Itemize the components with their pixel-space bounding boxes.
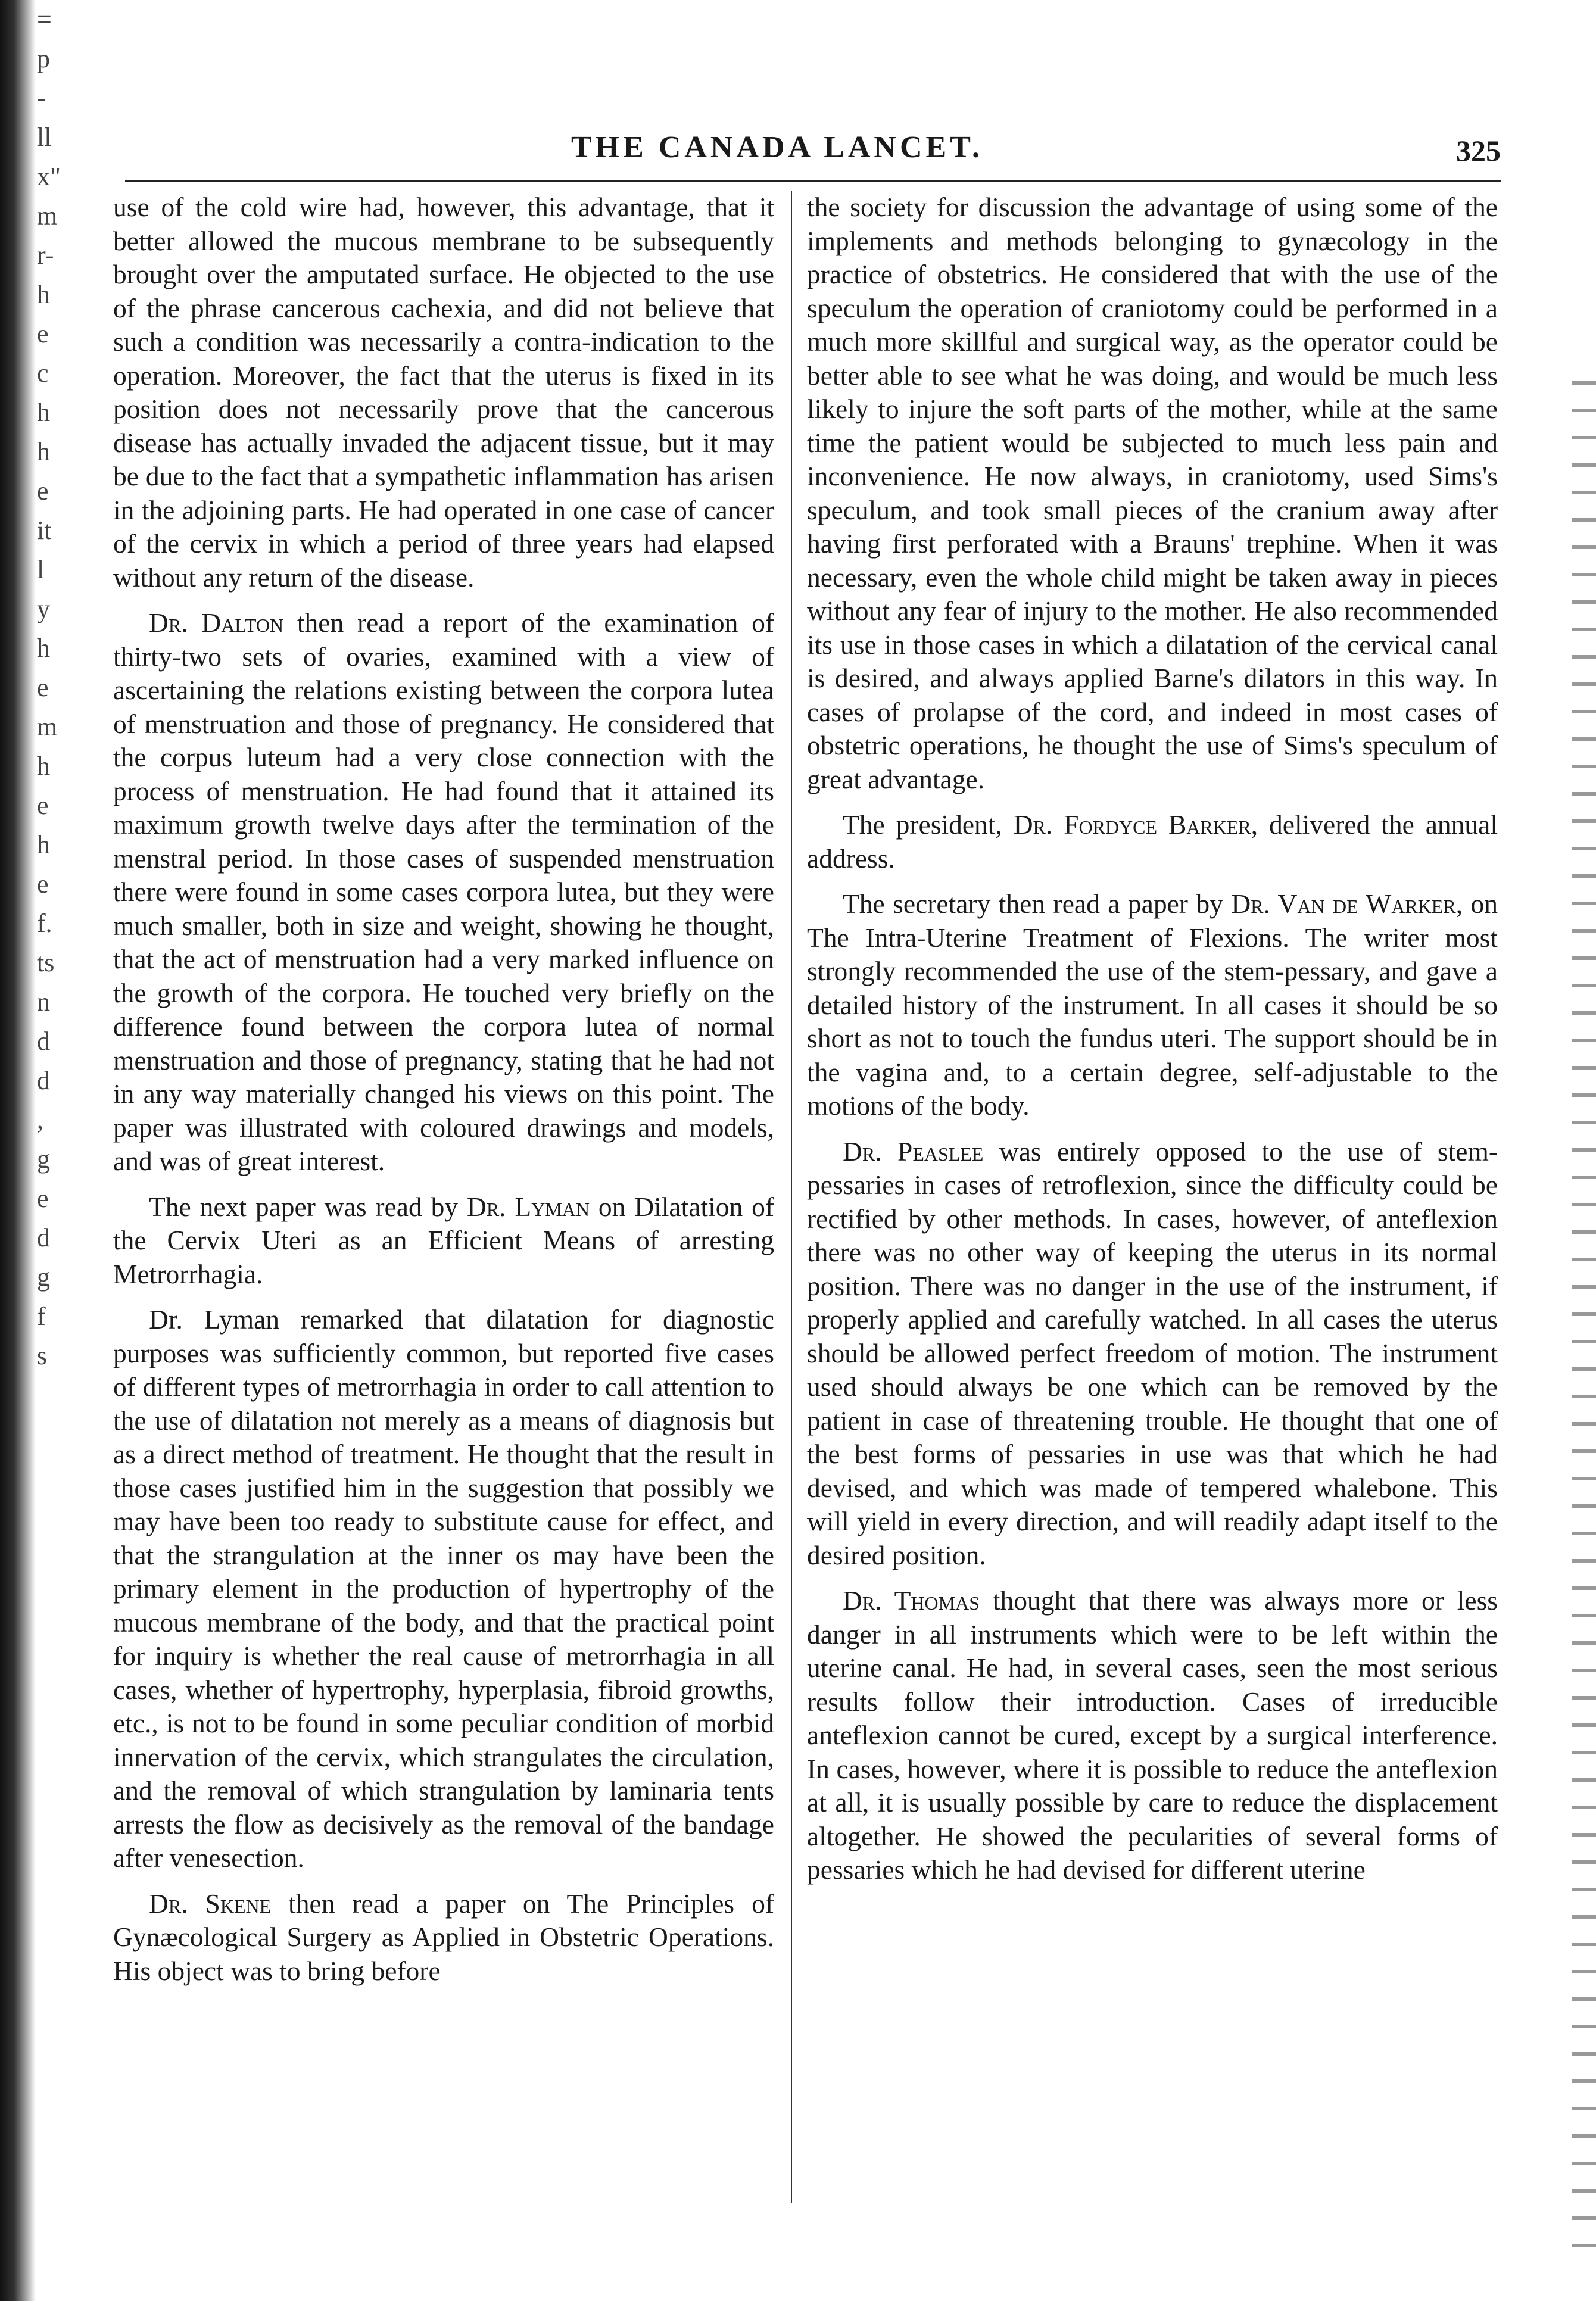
paragraph: use of the cold wire had, however, this advantage, that it better allowed the mucous membrane to be subsequently brought over the amputated surface. He objected to the use of the phrase cancerous cachexia, and did not believe that such a condition was necessarily a contra-indication to the operation. Moreover, the fact that the uterus is fixed in its position does not necessarily prove that the cancerous disease has actually invaded the adjacent tissue, but it may be due to the fact that a sympathetic inflammation has arisen in the adjoining parts. He had operated in one case of cancer of the cervix in which a period of three years had elapsed without any return of the disease.: [113, 192, 774, 593]
right-column: [807, 191, 1498, 1899]
paragraph-text: The next paper was read by: [149, 1191, 467, 1222]
speaker-name: Dr. Dalton: [149, 607, 284, 638]
speaker-name: Dr. Van de Warker: [1231, 888, 1456, 919]
page-number: 325: [1456, 134, 1501, 167]
paragraph: [807, 887, 1498, 1123]
right-page-edge: [1572, 357, 1596, 2263]
speaker-name: Dr. Peaslee: [843, 1136, 984, 1167]
speaker-name: Dr. Skene: [149, 1888, 272, 1919]
paragraph: [113, 606, 774, 1178]
speaker-name: Dr. Fordyce Barker: [1013, 809, 1251, 840]
paragraph: Dr. Lyman remarked that dilatation for diagnostic purposes was sufficiently common, but reported five cases of different types of metrorrhagia in order to call attention to the use of dilatation not merely as a means of diagnosis but as a direct method of treatment. He thought that the result in those cases justified him in the suggestion that possibly we may have been too ready to substitute cause for effect, and that the strangulation at the inner os may have been the primary element in the production of hypertrophy of the mucous membrane of the body, and that the practical point for inquiry is whether the real cause of metrorrhagia in all cases, whether of hypertrophy, hyperplasia, fibroid growths, etc., is not to be found in some peculiar condition of morbid innervation of the cervix, which strangulates the circulation, and the removal of which strangulation by laminaria tents arrests the flow as decisively as the removal of the bandage after venesection.: [113, 1304, 774, 1873]
paragraph-text: then read a report of the examination of thirty-two sets of ovaries, examined with a view of ascertaining the relations existing between the corpora lutea of menstruation and those of pregnancy. He considered that the corpus luteum had a very close connection with the process of menstruation. He had found that it attained its maximum growth twelve days after the termination of the menstral period. In those cases of suspended menstruation there were found in some cases corpora lutea, but they were much smaller, both in size and weight, showing he thought, that the act of menstruation had a very marked influence on the growth of the corpora. He touched very briefly on the difference found between the corpora lutea of normal menstruation and those of pregnancy, stating that he had not in any way materially changed his views on this point. The paper was illustrated with coloured drawings and models, and was of great interest.: [113, 607, 774, 1176]
paragraph: [807, 808, 1498, 875]
header-rule: [125, 180, 1501, 182]
paragraph: [807, 1135, 1498, 1573]
paragraph-text: then read a paper on The Principles of Gynæcological Surgery as Applied in Obstetric Operations. His object was to bring before: [113, 1888, 774, 1986]
paragraph-text: , on The Intra-Uterine Treatment of Flexions. The writer most strongly recommended the use of the stem-pessary, and gave a detailed history of the instrument. In all cases it should be so short as not to touch the fundus uteri. The support should be in the vagina and, to a certain degree, self-adjustable to the motions of the body.: [807, 888, 1498, 1121]
left-column: [113, 191, 774, 2000]
paragraph-text: The president,: [843, 809, 1014, 840]
journal-title: THE CANADA LANCET.: [571, 130, 984, 164]
paragraph-text: on Dilatation of the Cervix Uteri as an Efficient Means of arresting Metrorrhagia.: [113, 1191, 775, 1289]
paragraph-text: was entirely opposed to the use of stem-pessaries in cases of retroflexion, since the difficulty could be rectified by other methods. In cases, however, of anteflexion there was no other way of keeping the uterus in its normal position. There was no danger in the use of the instrument, if properly applied and carefully watched. In all cases the uterus should be allowed perfect freedom of motion. The instrument used should always be one which can be removed by the patient in case of threatening trouble. He thought that one of the best forms of pessaries in use was that which he had devised, and which was made of tempered whalebone. This will yield in every direction, and will readily adapt itself to the desired position.: [807, 1136, 1498, 1570]
speaker-name: Dr. Thomas: [843, 1585, 980, 1616]
speaker-name: Dr. Lyman: [466, 1191, 590, 1222]
running-header: [125, 130, 1501, 183]
paragraph: [807, 1584, 1498, 1887]
facing-page-edge-text: = p- ll x" m r- he ch he it ly he m he he f. ts n d d , g e d g f s: [37, 5, 61, 1370]
paragraph-text: thought that there was always more or less danger in all instruments which were to be left within the uterine canal. He had, in several cases, seen the most serious results follow their introduction. Cases of irreducible anteflexion cannot be cured, except by a surgical interference. In cases, however, where it is possible to reduce the anteflexion at all, it is usually possible by care to reduce the displacement altogether. He showed the pecularities of several forms of pessaries which he had devised for different uterine: [807, 1585, 1498, 1885]
paragraph: [113, 1190, 774, 1292]
paragraph: [113, 1887, 774, 1988]
book-gutter-shadow: [0, 0, 36, 2301]
column-divider: [791, 191, 792, 2203]
paragraph-text: The secretary then read a paper by: [843, 888, 1232, 919]
paragraph-text: , delivered the annual address.: [807, 809, 1498, 874]
paragraph: the society for discussion the advantage of using some of the implements and methods belonging to gynæcology in the practice of obstetrics. He considered that with the use of the speculum the operation of craniotomy could be performed in a much more skillful and surgical way, as the operator could be better able to see what he was doing, and would be much less likely to injure the soft parts of the mother, while at the same time the patient would be subjected to much less pain and inconvenience. He now always, in craniotomy, used Sims's speculum, and took small pieces of the cranium away after having first perforated with a Brauns' trephine. When it was necessary, even the whole child might be taken away in pieces without any fear of injury to the mother. He also recommended its use in those cases in which a dilatation of the cervical canal is desired, and always applied Barne's dilators in this way. In cases of prolapse of the cord, and indeed in most cases of obstetric operations, he thought the use of Sims's speculum of great advantage.: [807, 192, 1498, 794]
